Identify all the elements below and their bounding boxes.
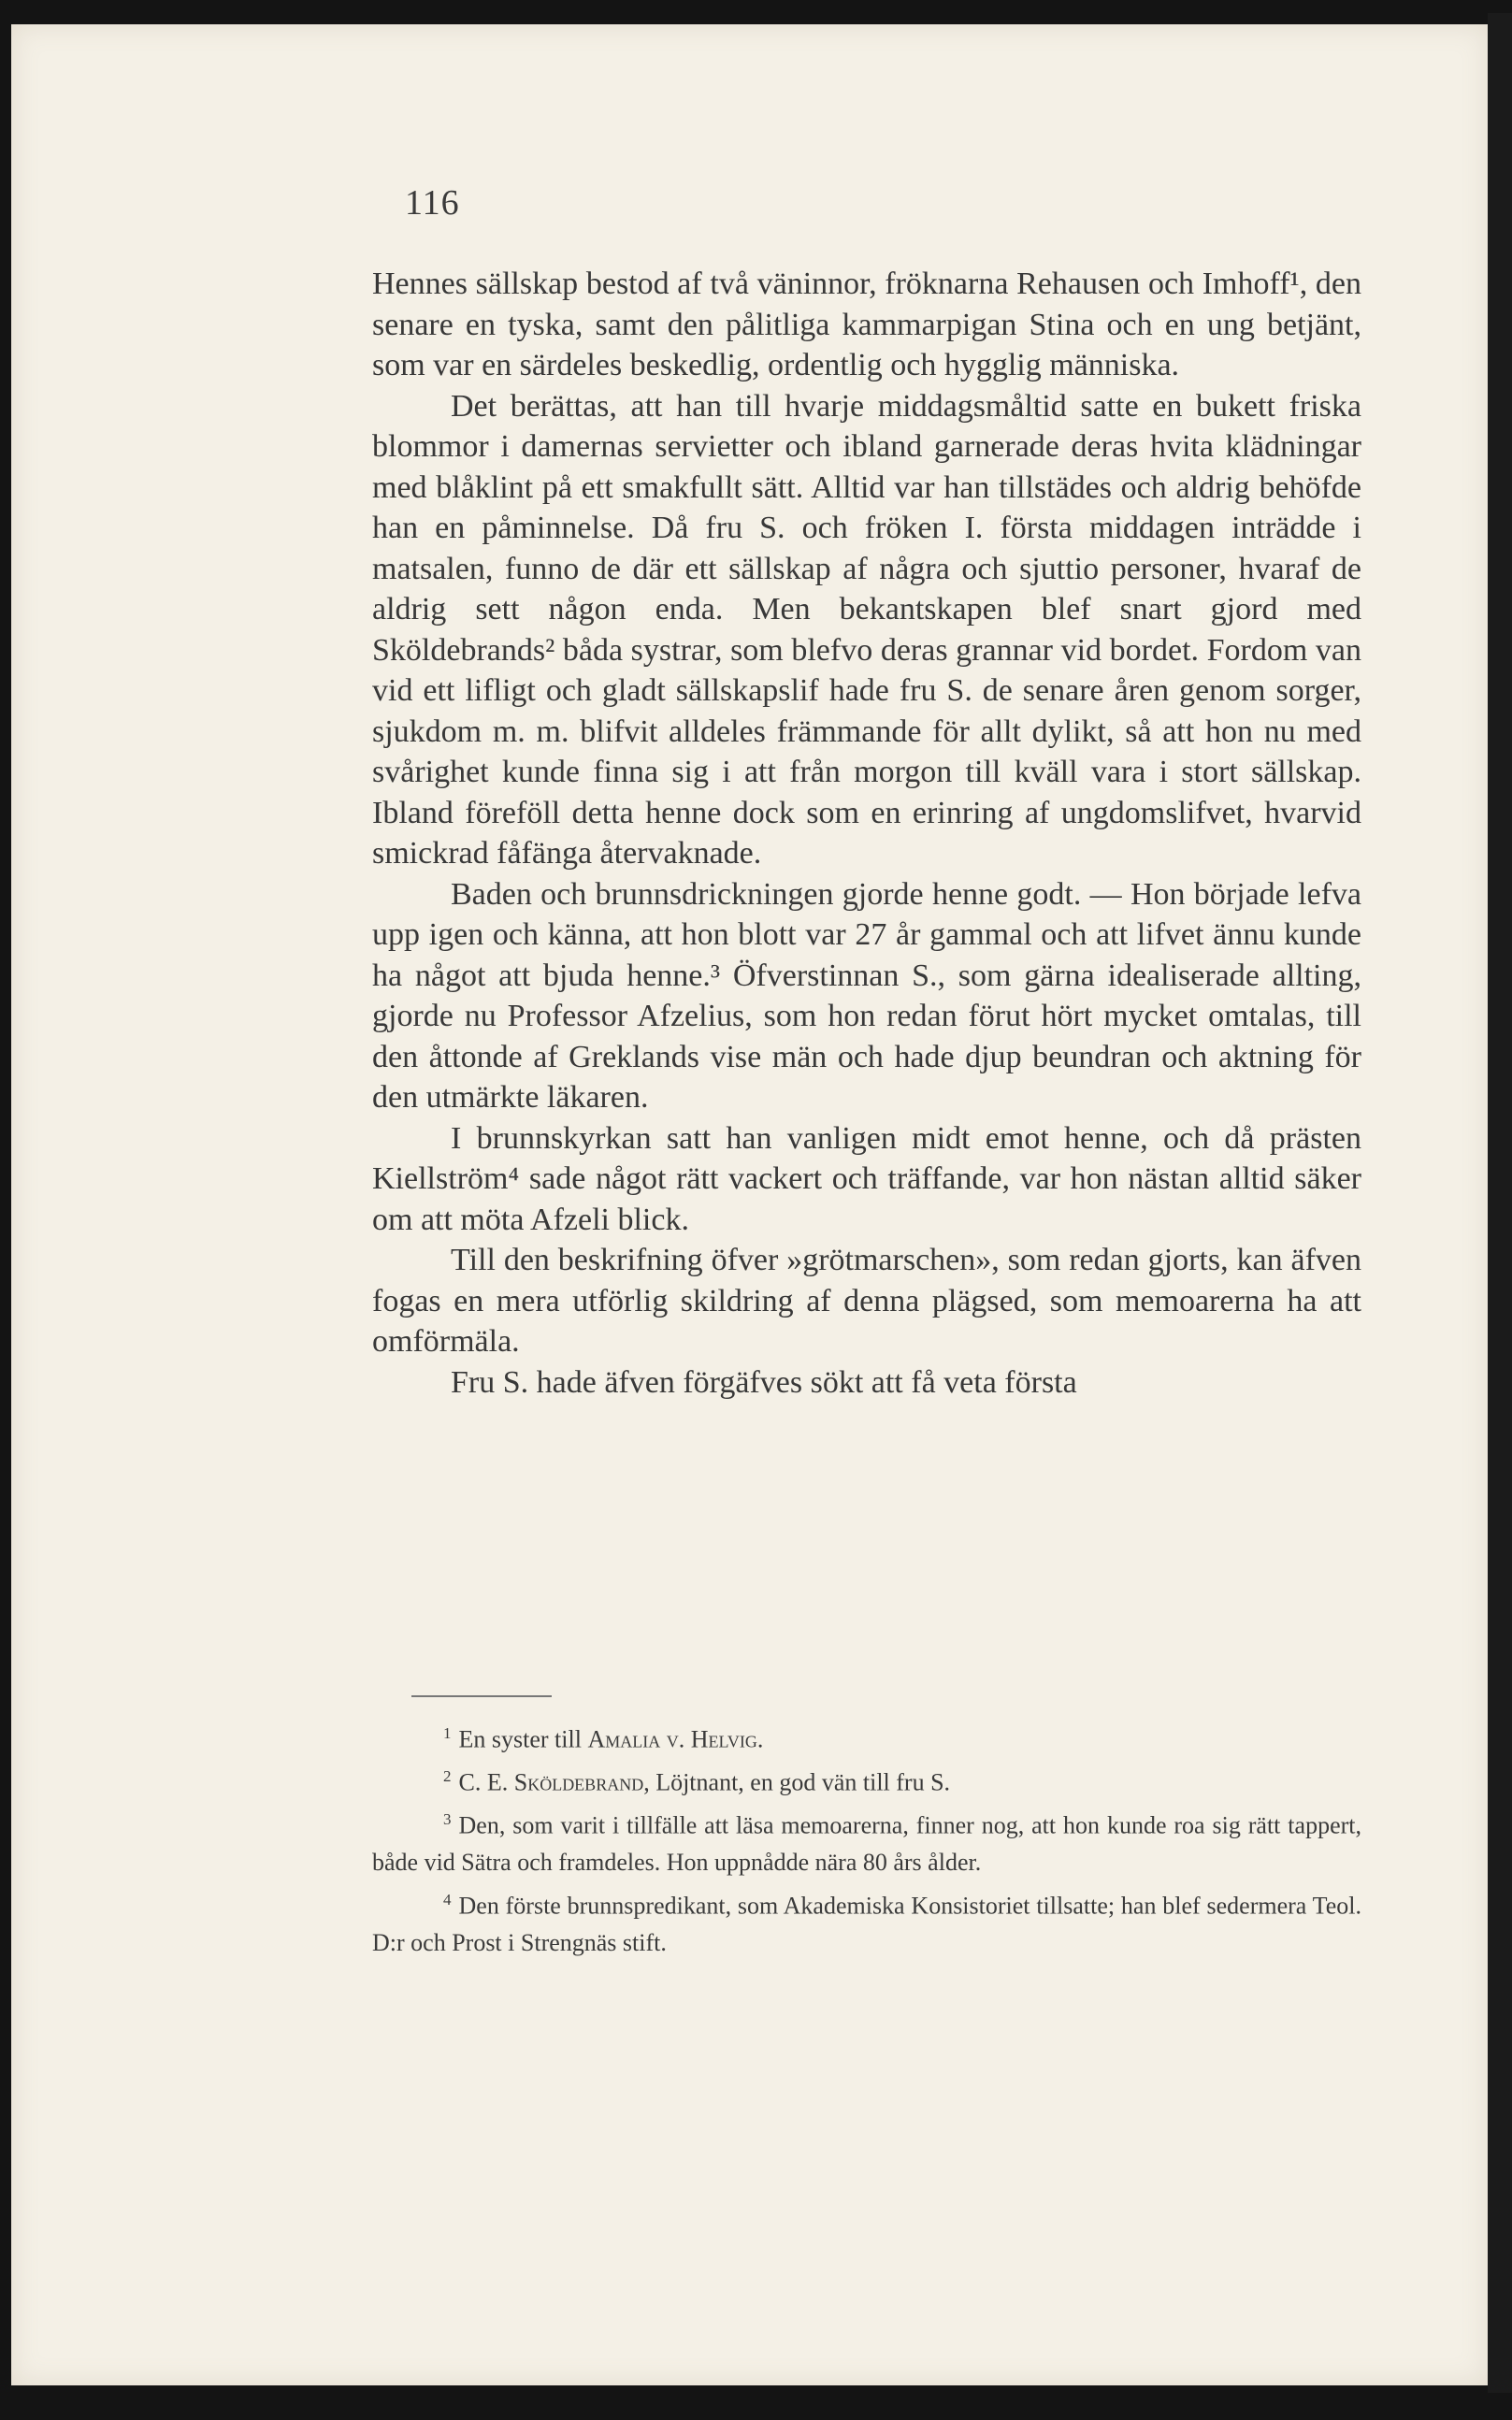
footnote: [372, 1881, 1361, 1962]
footnote: [372, 1801, 1361, 1881]
footnote-marker: 1: [443, 1724, 452, 1742]
paragraph: I brunnskyrkan satt han vanligen midt emot henne, och då prästen Kiellström⁴ sade något rätt vackert och träffande, var hon nästan alltid säker om att möta Afzeli blick.: [372, 1120, 1361, 1237]
paragraph: Till den beskrifning öfver »grötmarschen», som redan gjorts, kan äfven fogas en mera utförlig skildring af denna plägsed, som memoarerna ha att omförmäla.: [372, 1243, 1361, 1359]
footnote-marker: 3: [443, 1810, 452, 1829]
footnote: [372, 1758, 1361, 1801]
footnote-divider: [411, 1695, 552, 1697]
body-text: [372, 264, 1361, 1403]
footnote-text: C. E.: [458, 1768, 509, 1796]
paragraph: Hennes sällskap bestod af två väninnor, fröknarna Rehausen och Imhoff¹, den senare en tyska, samt den pålitliga kammarpigan Stina och en ung betjänt, som var en särdeles beskedlig, ordentlig och hygglig människa.: [372, 266, 1361, 382]
footnote-name: Sköldebrand: [513, 1768, 644, 1796]
footnotes: [372, 1715, 1361, 1962]
paragraph: Baden och brunnsdrickningen gjorde henne godt. — Hon började lefva upp igen och känna, att hon blott var 27 år gammal och att lifvet ännu kunde ha något att bjuda henne.³ Öfverstinnan S., som gärna idealiserade allting, gjorde nu Professor Afzelius, som hon redan förut hört mycket omtalas, till den åttonde af Greklands vise män och hade djup beundran och aktning för den utmärkte läkaren.: [372, 876, 1361, 1115]
page-number: 116: [405, 183, 460, 223]
paragraph: Det berättas, att han till hvarje middagsmåltid satte en bukett friska blommor i damernas servietter och ibland garnerade deras hvita klädningar med blåklint på ett smakfullt sätt. Alltid var han tillstädes och aldrig behöfde han en påminnelse. Då fru S. och fröken I. första middagen inträdde i matsalen, funno de där ett sällskap af några och sjuttio personer, hvaraf de aldrig sett någon enda. Men bekantskapen blef snart gjord med Sköldebrands² båda systrar, som blefvo deras grannar vid bordet. Fordom van vid ett lifligt och gladt sällskapslif hade fru S. de senare åren genom sorger, sjukdom m. m. blifvit alldeles främmande för allt dylikt, så att hon nu med svårighet kunde finna sig i att från morgon till kväll vara i stort sällskap. Ibland föreföll detta henne dock som en erinring af ungdomslifvet, hvarvid smickrad fåfänga återvaknade.: [372, 388, 1361, 871]
footnote-name: Amalia v. Helvig: [587, 1725, 757, 1753]
footnote-text: En syster till: [458, 1725, 582, 1753]
footnote-text-rest: , Löjtnant, en god vän till fru S.: [643, 1768, 951, 1796]
scan-edge: [1488, 13, 1512, 2393]
paragraph: Fru S. hade äfven förgäfves sökt att få veta första: [451, 1364, 1077, 1400]
footnote-text: Den, som varit i tillfälle att läsa memoarerna, finner nog, att hon kunde roa sig rätt tappert, både vid Sätra och framdeles. Hon uppnådde nära 80 års ålder.: [372, 1811, 1361, 1877]
footnote-marker: 2: [443, 1767, 452, 1786]
footnote-marker: 4: [443, 1890, 452, 1909]
footnote: [372, 1715, 1361, 1758]
footnote-text: Den förste brunnspredikant, som Akademiska Konsistoriet tillsatte; han blef sedermera Teol. D:r och Prost i Strengnäs stift.: [372, 1892, 1361, 1957]
footnote-text-rest: .: [756, 1725, 764, 1753]
